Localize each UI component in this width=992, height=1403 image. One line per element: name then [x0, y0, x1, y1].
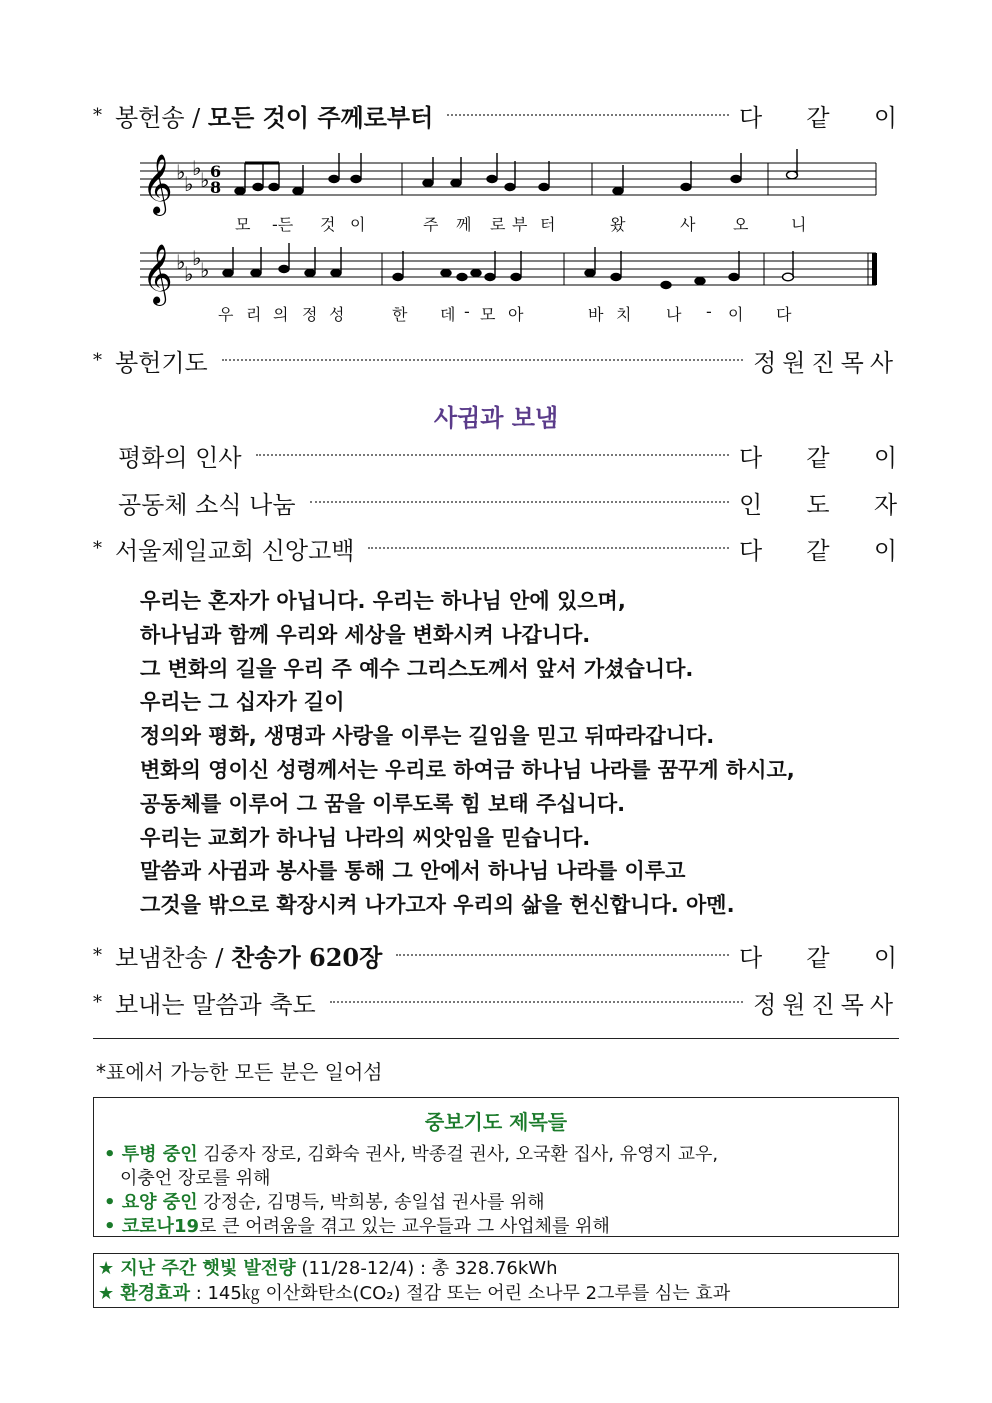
solar-power-box [93, 1253, 899, 1308]
leader-dots [368, 547, 729, 549]
leader-dots [310, 501, 729, 503]
creed-text [140, 585, 795, 923]
standing-mark: * [93, 537, 102, 559]
sending-hymn-who: 다 같 이 [739, 943, 899, 972]
creed-who: 다 같 이 [739, 536, 899, 565]
peace-row [118, 437, 899, 473]
offering-song-title: 모든 것이 주께로부터 [207, 102, 434, 132]
prayer-item-sick-cont: 이충언 장로를 위해 [120, 1168, 271, 1189]
news-who: 인 도 자 [739, 490, 899, 519]
creed-line: 우리는 혼자가 아닙니다. 우리는 하나님 안에 있으며, [140, 589, 626, 613]
sending-hymn-row [93, 937, 899, 973]
leader-dots [222, 359, 743, 361]
section-title: 사귐과 보냄 [433, 404, 559, 432]
standing-mark: * [93, 944, 102, 966]
leader-dots [330, 1001, 743, 1003]
solar-line-1: ★ 지난 주간 햇빛 발전량 (11/28-12/4) : 총 328.76kWh [98, 1258, 558, 1279]
creed-line: 그 변화의 길을 우리 주 예수 그리스도께서 앞서 가셨습니다. [140, 656, 694, 681]
svg-text:8: 8 [210, 178, 222, 197]
svg-text:♭: ♭ [184, 262, 194, 286]
svg-text:♭: ♭ [200, 168, 210, 192]
svg-text:♭: ♭ [184, 172, 194, 196]
creed-line: 정의와 평화, 생명과 사랑을 이루는 길임을 믿고 뒤따라갑니다. [140, 724, 715, 749]
peace-who: 다 같 이 [739, 443, 899, 472]
svg-text:♭: ♭ [192, 246, 202, 270]
creed-line: 하나님과 함께 우리와 세상을 변화시켜 나갑니다. [140, 622, 591, 647]
leader-dots [256, 454, 729, 456]
prayer-item-care: • 요양 중인 강정순, 김명득, 박희봉, 송일섭 권사를 위해 [104, 1192, 545, 1213]
svg-text:♭: ♭ [200, 258, 210, 282]
benediction-who: 정원진목사 [753, 990, 899, 1019]
news-label: 공동체 소식 나눔 [118, 490, 296, 519]
offering-prayer-who: 정원진목사 [753, 348, 899, 377]
news-row [118, 484, 899, 520]
prayer-box-title: 중보기도 제목들 [424, 1110, 568, 1134]
offering-prayer-row [93, 342, 899, 378]
treble-clef-icon: 𝄞 [142, 244, 173, 304]
svg-text:♭: ♭ [192, 156, 202, 180]
sending-hymn-title: 찬송가 620장 [231, 942, 383, 972]
creed-label: 서울제일교회 신앙고백 [115, 536, 355, 565]
standing-mark: * [93, 991, 102, 1013]
creed-line: 말씀과 사귐과 봉사를 통해 그 안에서 하나님 나라를 이루고 [140, 859, 686, 884]
creed-line: 우리는 그 십자가 길이 [140, 690, 345, 715]
benediction-row [93, 984, 899, 1020]
peace-label: 평화의 인사 [118, 443, 242, 472]
offering-song-who: 다 같 이 [739, 103, 899, 132]
sending-hymn-label: 보냄찬송 / [115, 943, 232, 972]
svg-text:♭: ♭ [176, 160, 186, 184]
svg-text:♭: ♭ [176, 250, 186, 274]
creed-line: 그것을 밖으로 확장시켜 나가고자 우리의 삶을 헌신합니다. 아멘. [140, 893, 735, 918]
prayer-item-sick: • 투병 중인 김중자 장로, 김화숙 권사, 박종걸 권사, 오국환 집사, 유영지 교우, [104, 1144, 719, 1165]
svg-text:6: 6 [210, 162, 222, 181]
prayer-requests-box [93, 1097, 899, 1237]
leader-dots [396, 954, 729, 956]
creed-line: 우리는 교회가 하나님 나라의 씨앗임을 믿습니다. [140, 825, 591, 850]
benediction-label: 보내는 말씀과 축도 [115, 990, 316, 1019]
standing-mark: * [93, 104, 102, 126]
creed-line: 변화의 영이신 성령께서는 우리로 하여금 하나님 나라를 꿈꾸게 하시고, [140, 757, 795, 782]
offering-song-label: 봉헌송 / [115, 103, 208, 132]
leader-dots [447, 114, 729, 116]
standing-mark: * [93, 349, 102, 371]
treble-clef-icon: 𝄞 [142, 154, 173, 214]
prayer-item-covid: • 코로나19로 큰 어려움을 겪고 있는 교우들과 그 사업체를 위해 [104, 1216, 610, 1237]
creed-line: 공동체를 이루어 그 꿈을 이루도록 힘 보태 주십니다. [140, 791, 626, 816]
standing-note: *표에서 가능한 모든 분은 일어섬 [96, 1060, 383, 1084]
creed-row [93, 530, 899, 566]
solar-line-2: ★ 환경효과 : 145㎏ 이산화탄소(CO₂) 절감 또는 어린 소나무 2그루를 심는 효과 [98, 1283, 731, 1304]
offering-song-row [93, 97, 899, 133]
offering-prayer-label: 봉헌기도 [115, 348, 208, 377]
divider [93, 1038, 899, 1039]
